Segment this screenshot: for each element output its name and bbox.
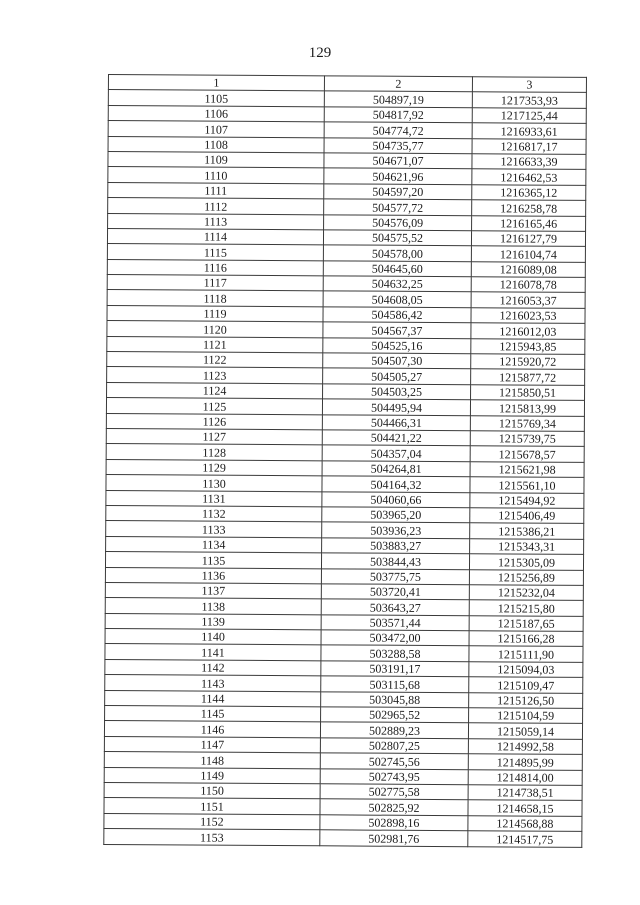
point-number-cell: 1148 (104, 752, 320, 769)
point-number-cell: 1105 (108, 90, 324, 107)
coordinate-y-cell: 1216012,03 (471, 323, 585, 339)
coordinates-table (103, 74, 587, 847)
coordinate-x-cell: 504597,20 (324, 184, 472, 200)
point-number-cell: 1140 (105, 629, 321, 646)
point-number-cell: 1127 (106, 428, 322, 445)
point-number-cell: 1125 (106, 398, 322, 415)
point-number-cell: 1123 (107, 367, 323, 384)
coordinate-x-cell: 504735,77 (324, 137, 472, 153)
point-number-cell: 1118 (107, 290, 323, 307)
point-number-cell: 1150 (104, 782, 320, 799)
coordinate-x-cell: 504567,37 (323, 322, 471, 338)
coordinate-x-cell: 503045,88 (321, 691, 469, 707)
coordinate-x-cell: 504466,31 (322, 414, 470, 430)
point-number-cell: 1119 (107, 305, 323, 322)
table-row (104, 829, 582, 847)
coordinate-x-cell: 504621,96 (324, 168, 472, 184)
coordinate-y-cell: 1215739,75 (470, 431, 584, 447)
point-number-cell: 1133 (106, 521, 322, 538)
point-number-cell: 1141 (105, 644, 321, 661)
point-number-cell: 1142 (105, 659, 321, 676)
point-number-cell: 1116 (107, 259, 323, 276)
coordinate-x-cell: 504608,05 (323, 291, 471, 307)
point-number-cell: 1110 (108, 167, 324, 184)
coordinate-x-cell: 502743,95 (320, 768, 468, 784)
point-number-cell: 1152 (104, 813, 320, 830)
coordinate-y-cell: 1215109,47 (469, 677, 583, 693)
point-number-cell: 1112 (108, 198, 324, 215)
coordinate-y-cell: 1215215,80 (469, 600, 583, 616)
column-header-3: 3 (472, 77, 586, 93)
coordinate-y-cell: 1215343,31 (470, 538, 584, 554)
coordinate-x-cell: 503720,41 (321, 584, 469, 600)
point-number-cell: 1128 (106, 444, 322, 461)
column-header-2: 2 (324, 76, 472, 92)
coordinate-x-cell: 504495,94 (322, 399, 470, 415)
coordinate-y-cell: 1215621,98 (470, 461, 584, 477)
coordinate-x-cell: 504586,42 (323, 307, 471, 323)
point-number-cell: 1121 (107, 336, 323, 353)
coordinate-y-cell: 1217353,93 (472, 92, 586, 108)
point-number-cell: 1145 (105, 706, 321, 723)
coordinate-y-cell: 1216104,74 (471, 246, 585, 262)
coordinate-x-cell: 502745,56 (320, 753, 468, 769)
coordinate-x-cell: 504577,72 (324, 199, 472, 215)
coordinate-y-cell: 1214895,99 (468, 754, 582, 770)
coordinate-y-cell: 1215406,49 (470, 508, 584, 524)
coordinate-y-cell: 1216633,39 (472, 154, 586, 170)
coordinate-y-cell: 1216817,17 (472, 138, 586, 154)
coordinate-y-cell: 1216023,53 (471, 308, 585, 324)
point-number-cell: 1109 (108, 151, 324, 168)
point-number-cell: 1135 (105, 552, 321, 569)
coordinate-y-cell: 1215256,89 (469, 569, 583, 585)
coordinate-x-cell: 502889,23 (320, 722, 468, 738)
point-number-cell: 1114 (107, 228, 323, 245)
point-number-cell: 1144 (105, 690, 321, 707)
point-number-cell: 1147 (104, 736, 320, 753)
coordinate-x-cell: 502898,16 (320, 815, 468, 831)
coordinate-x-cell: 504264,81 (322, 461, 470, 477)
coordinate-x-cell: 504503,25 (323, 384, 471, 400)
coordinate-x-cell: 502965,52 (321, 707, 469, 723)
point-number-cell: 1146 (104, 721, 320, 738)
coordinate-y-cell: 1215494,92 (470, 492, 584, 508)
coordinate-y-cell: 1216089,08 (471, 261, 585, 277)
coordinate-x-cell: 502775,58 (320, 784, 468, 800)
coordinate-y-cell: 1214738,51 (468, 785, 582, 801)
coordinate-x-cell: 504576,09 (324, 214, 472, 230)
point-number-cell: 1129 (106, 459, 322, 476)
point-number-cell: 1111 (108, 182, 324, 199)
coordinate-y-cell: 1214568,88 (468, 815, 582, 831)
coordinate-y-cell: 1216258,78 (472, 200, 586, 216)
point-number-cell: 1134 (106, 536, 322, 553)
coordinate-y-cell: 1215104,59 (469, 708, 583, 724)
coordinate-x-cell: 503571,44 (321, 614, 469, 630)
coordinate-x-cell: 504632,25 (323, 276, 471, 292)
coordinate-x-cell: 504421,22 (322, 430, 470, 446)
coordinate-x-cell: 503844,43 (321, 553, 469, 569)
coordinate-x-cell: 504507,30 (323, 353, 471, 369)
coordinate-x-cell: 503115,68 (321, 676, 469, 692)
coordinate-y-cell: 1215094,03 (469, 662, 583, 678)
coordinate-y-cell: 1215305,09 (469, 554, 583, 570)
coordinate-x-cell: 504817,92 (324, 107, 472, 123)
point-number-cell: 1132 (106, 505, 322, 522)
coordinate-y-cell: 1215111,90 (469, 646, 583, 662)
coordinate-y-cell: 1215943,85 (471, 338, 585, 354)
coordinate-y-cell: 1215920,72 (471, 354, 585, 370)
coordinate-y-cell: 1215059,14 (468, 723, 582, 739)
point-number-cell: 1115 (107, 244, 323, 261)
coordinate-y-cell: 1214814,00 (468, 769, 582, 785)
point-number-cell: 1107 (108, 121, 324, 138)
coordinate-y-cell: 1216462,53 (472, 169, 586, 185)
coordinate-x-cell: 504578,00 (323, 245, 471, 261)
coordinate-x-cell: 504575,52 (323, 230, 471, 246)
coordinate-y-cell: 1215850,51 (471, 385, 585, 401)
coordinate-x-cell: 503288,58 (321, 645, 469, 661)
page-number: 129 (308, 45, 332, 61)
point-number-cell: 1151 (104, 798, 320, 815)
coordinate-y-cell: 1215386,21 (470, 523, 584, 539)
coordinate-y-cell: 1215166,28 (469, 631, 583, 647)
point-number-cell: 1130 (106, 475, 322, 492)
column-header-1: 1 (108, 75, 324, 92)
coordinate-x-cell: 504505,27 (323, 368, 471, 384)
point-number-cell: 1122 (107, 352, 323, 369)
point-number-cell: 1117 (107, 275, 323, 292)
coordinate-y-cell: 1215187,65 (469, 615, 583, 631)
coordinate-y-cell: 1214992,58 (468, 739, 582, 755)
coordinate-y-cell: 1216127,79 (471, 231, 585, 247)
point-number-cell: 1124 (107, 382, 323, 399)
coordinate-x-cell: 503191,17 (321, 661, 469, 677)
coordinate-x-cell: 502807,25 (320, 738, 468, 754)
coordinate-y-cell: 1215232,04 (469, 585, 583, 601)
coordinate-x-cell: 502825,92 (320, 799, 468, 815)
point-number-cell: 1139 (105, 613, 321, 630)
coordinate-y-cell: 1215561,10 (470, 477, 584, 493)
coordinate-y-cell: 1214517,75 (468, 831, 582, 847)
table-body (104, 90, 587, 847)
coordinate-x-cell: 503643,27 (321, 599, 469, 615)
coordinate-x-cell: 504671,07 (324, 153, 472, 169)
coordinate-x-cell: 503936,23 (322, 522, 470, 538)
coordinate-y-cell: 1216053,37 (471, 292, 585, 308)
coordinate-x-cell: 503965,20 (322, 507, 470, 523)
coordinate-x-cell: 504525,16 (323, 337, 471, 353)
point-number-cell: 1143 (105, 675, 321, 692)
point-number-cell: 1120 (107, 321, 323, 338)
point-number-cell: 1137 (105, 582, 321, 599)
coordinate-x-cell: 504060,66 (322, 491, 470, 507)
coordinate-y-cell: 1216933,61 (472, 123, 586, 139)
coordinate-y-cell: 1214658,15 (468, 800, 582, 816)
coordinate-y-cell: 1216165,46 (472, 215, 586, 231)
coordinate-y-cell: 1215877,72 (471, 369, 585, 385)
coordinate-y-cell: 1217125,44 (472, 108, 586, 124)
coordinate-x-cell: 504164,32 (322, 476, 470, 492)
coordinate-x-cell: 504774,72 (324, 122, 472, 138)
point-number-cell: 1106 (108, 105, 324, 122)
coordinate-x-cell: 504645,60 (323, 261, 471, 277)
point-number-cell: 1113 (108, 213, 324, 230)
coordinate-y-cell: 1215678,57 (470, 446, 584, 462)
coordinate-x-cell: 502981,76 (320, 830, 468, 846)
coordinate-y-cell: 1215769,34 (470, 415, 584, 431)
point-number-cell: 1131 (106, 490, 322, 507)
coordinate-y-cell: 1215126,50 (469, 692, 583, 708)
coordinate-x-cell: 504357,04 (322, 445, 470, 461)
point-number-cell: 1138 (105, 598, 321, 615)
coordinate-y-cell: 1215813,99 (470, 400, 584, 416)
point-number-cell: 1149 (104, 767, 320, 784)
coordinate-x-cell: 504897,19 (324, 91, 472, 107)
coordinate-x-cell: 503472,00 (321, 630, 469, 646)
coordinate-y-cell: 1216365,12 (472, 184, 586, 200)
point-number-cell: 1108 (108, 136, 324, 153)
point-number-cell: 1136 (105, 567, 321, 584)
coordinate-y-cell: 1216078,78 (471, 277, 585, 293)
point-number-cell: 1153 (104, 829, 320, 846)
point-number-cell: 1126 (106, 413, 322, 430)
coordinate-x-cell: 503883,27 (322, 538, 470, 554)
coordinate-x-cell: 503775,75 (321, 568, 469, 584)
